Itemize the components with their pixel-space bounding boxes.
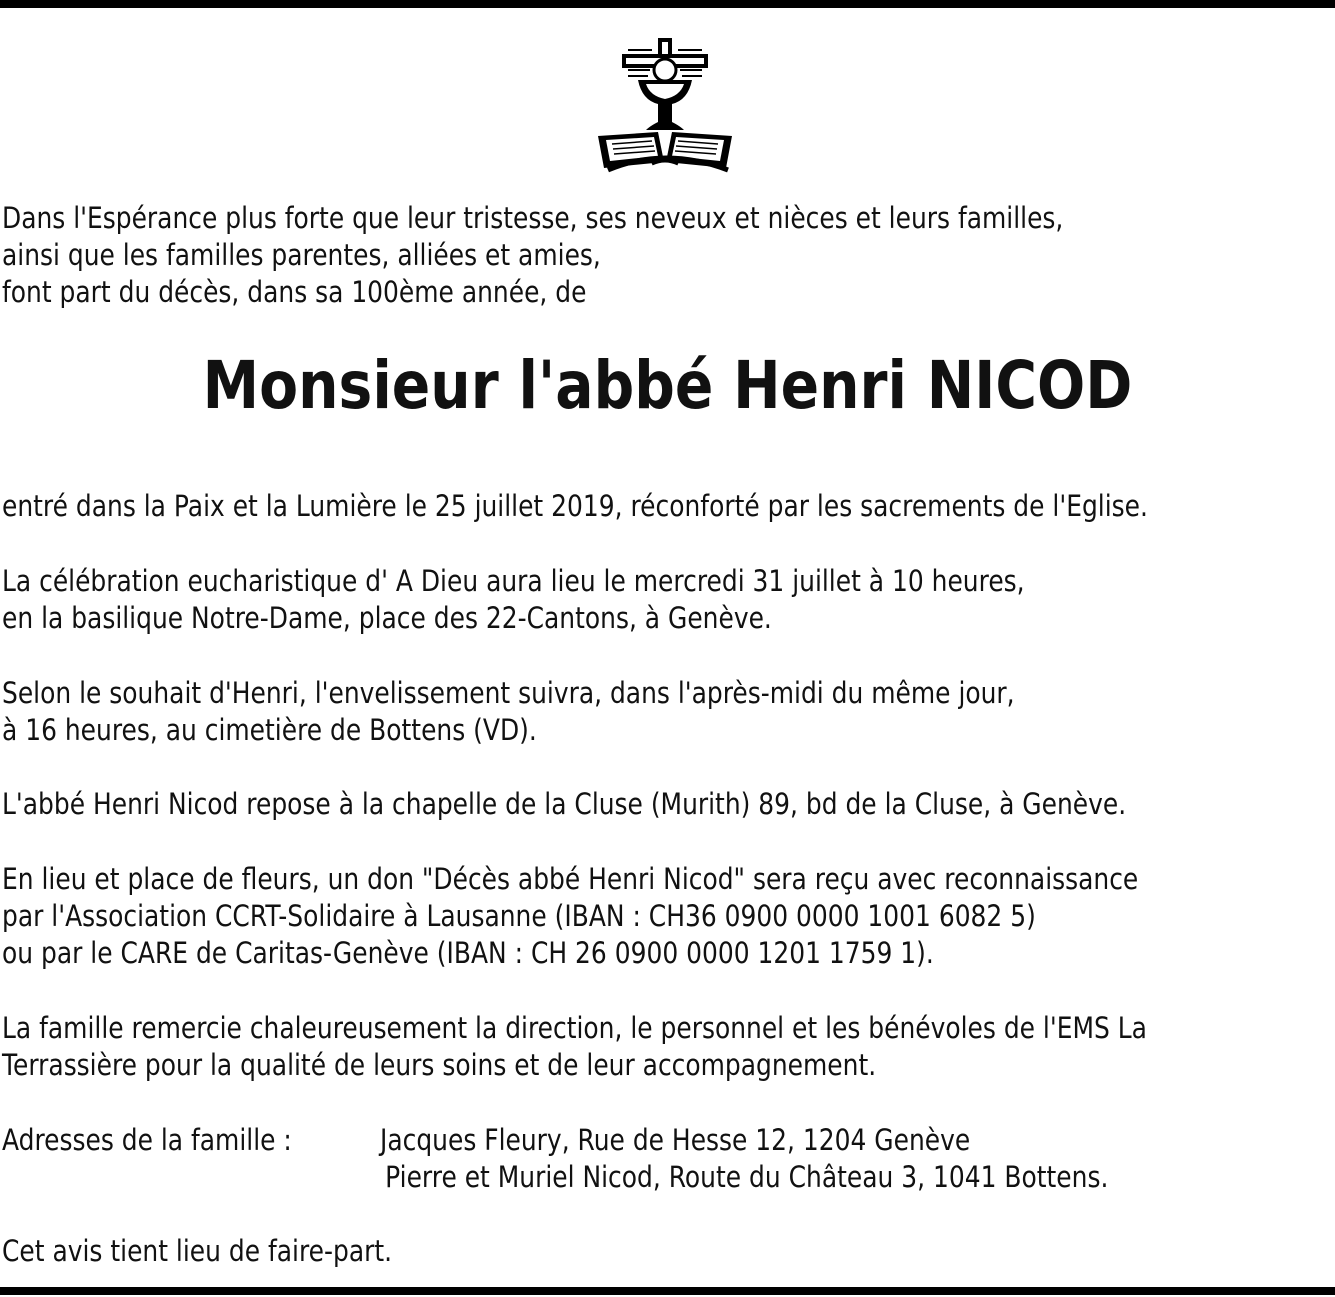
title-text: Monsieur l'abbé Henri NICOD	[202, 347, 1133, 424]
paragraph-line: En lieu et place de fleurs, un don "Décès abbé Henri Nicod" sera reçu avec reconnaissance	[2, 862, 1139, 896]
paragraph-line: à 16 heures, au cimetière de Bottens (VD).	[2, 713, 537, 747]
intro-paragraph	[2, 200, 1063, 311]
intro-line: font part du décès, dans sa 100ème année, de	[2, 275, 587, 309]
donation-paragraph	[2, 861, 1138, 972]
paragraph-line: La célébration eucharistique d' A Dieu aura lieu le mercredi 31 juillet à 10 heures,	[2, 564, 1025, 598]
rest-paragraph	[2, 786, 1126, 823]
paragraph-line: ou par le CARE de Caritas-Genève (IBAN : CH 26 0900 0000 1201 1759 1).	[2, 936, 934, 970]
intro-line: Dans l'Espérance plus forte que leur tristesse, ses neveux et nièces et leurs familles,	[2, 201, 1064, 235]
addresses-label: Adresses de la famille :	[2, 1123, 292, 1157]
cross-chalice-book-icon	[588, 36, 748, 176]
closing-note	[2, 1233, 392, 1270]
paragraph-line: en la basilique Notre-Dame, place des 22-Cantons, à Genève.	[2, 601, 772, 635]
paragraph-line: L'abbé Henri Nicod repose à la chapelle de la Cluse (Murith) 89, bd de la Cluse, à Genève.	[2, 787, 1127, 821]
paragraph-line: Selon le souhait d'Henri, l'envelissement suivra, dans l'après-midi du même jour,	[2, 676, 1015, 710]
paragraph-line: Terrassière pour la qualité de leurs soins et de leur accompagnement.	[2, 1048, 877, 1082]
celebration-paragraph	[2, 563, 1025, 637]
paragraph-line: entré dans la Paix et la Lumière le 25 juillet 2019, réconforté par les sacrements de l'Eglise.	[2, 489, 1148, 523]
addresses-list	[380, 1122, 1108, 1196]
death-paragraph	[2, 488, 1148, 525]
thanks-paragraph	[2, 1010, 1147, 1084]
address-line: Jacques Fleury, Rue de Hesse 12, 1204 Genève	[380, 1123, 971, 1157]
top-border-rule	[0, 0, 1335, 8]
bottom-border-rule	[0, 1287, 1335, 1295]
intro-line: ainsi que les familles parentes, alliées et amies,	[2, 238, 601, 272]
paragraph-line: La famille remercie chaleureusement la direction, le personnel et les bénévoles de l'EMS La	[2, 1011, 1147, 1045]
address-line: Pierre et Muriel Nicod, Route du Château 3, 1041 Bottens.	[385, 1160, 1109, 1194]
deceased-name-title	[0, 346, 1335, 426]
paragraph-line: par l'Association CCRT-Solidaire à Lausanne (IBAN : CH36 0900 0000 1001 6082 5)	[2, 899, 1036, 933]
closing-line: Cet avis tient lieu de faire-part.	[2, 1234, 393, 1268]
burial-paragraph	[2, 675, 1015, 749]
